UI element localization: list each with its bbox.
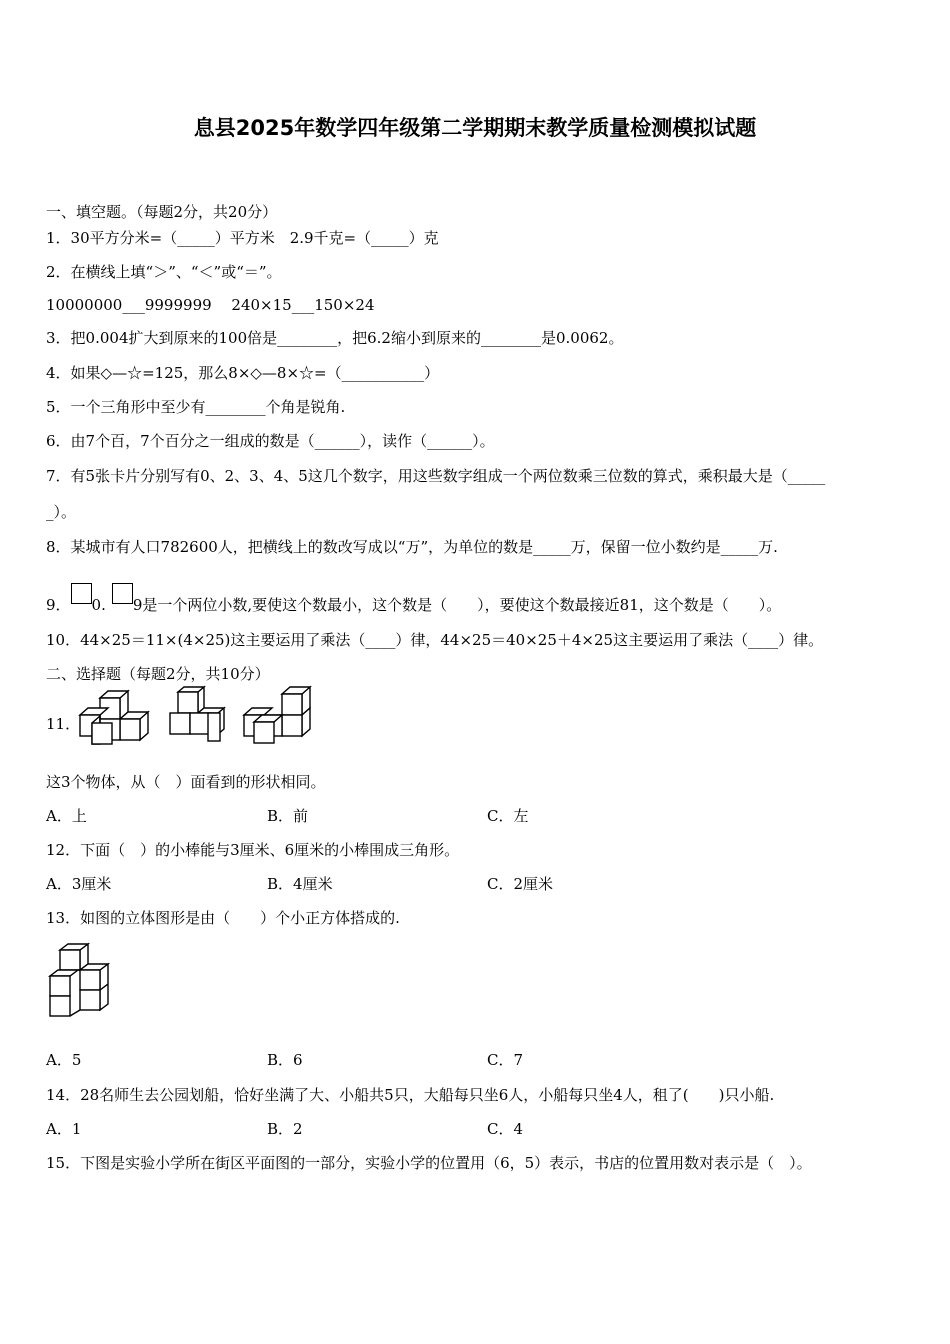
q13-option-a[interactable]: A．5 (46, 1051, 82, 1069)
q12-option-a[interactable]: A．3厘米 (46, 875, 112, 893)
cube-figure-a (78, 688, 150, 746)
question-7: 7．有5张卡片分别写有0、2、3、4、5这几个数字，用这些数字组成一个两位数乘三位数的算式，乘积最大是（_____ (46, 467, 826, 485)
question-9-number: 9． (46, 596, 71, 614)
question-13: 13．如图的立体图形是由（ ）个小正方体搭成的. (46, 909, 400, 927)
question-12: 12．下面（ ）的小棒能与3厘米、6厘米的小棒围成三角形。 (46, 841, 460, 859)
q12-option-b[interactable]: B．4厘米 (267, 875, 333, 893)
section2-heading: 二、选择题（每题2分，共10分） (46, 665, 270, 683)
q11-option-c[interactable]: C．左 (487, 807, 529, 825)
question-10: 10．44×25＝11×(4×25)这主要运用了乘法（____）律，44×25＝40×25＋4×25这主要运用了乘法（____）律。 (46, 631, 824, 649)
digit-box-2 (112, 583, 133, 604)
q14-option-a[interactable]: A．1 (46, 1120, 82, 1138)
question-7-continued: _）。 (46, 503, 77, 521)
question-2-items: 10000000___9999999 240×15___150×24 (46, 296, 375, 314)
q12-option-c[interactable]: C．2厘米 (487, 875, 554, 893)
section1-heading: 一、填空题。（每题2分，共20分） (46, 203, 278, 221)
question-9-text: 9是一个两位小数,要使这个数最小，这个数是（ ），要使这个数最接近81，这个数是（ ）。 (132, 596, 782, 614)
q13-option-b[interactable]: B．6 (267, 1051, 303, 1069)
question-4: 4．如果◇—☆=125，那么8×◇—8×☆=（___________） (46, 364, 440, 382)
question-15: 15．下图是实验小学所在街区平面图的一部分，实验小学的位置用（6，5）表示，书店的位置用数对表示是（ ）。 (46, 1154, 812, 1172)
question-8: 8．某城市有人口782600人，把横线上的数改写成以“万”，为单位的数是_____万，保留一位小数约是_____万. (46, 538, 778, 556)
question-11-text: 这3个物体，从（ ）面看到的形状相同。 (46, 773, 326, 791)
page-title: 息县2025年数学四年级第二学期期末教学质量检测模拟试题 (193, 116, 757, 140)
cube-figure-c (242, 686, 314, 746)
q11-option-a[interactable]: A．上 (46, 807, 87, 825)
digit-box-1 (71, 583, 92, 604)
q14-option-c[interactable]: C．4 (487, 1120, 524, 1138)
cube-stack-figure (46, 942, 116, 1024)
question-3: 3．把0.004扩大到原来的100倍是________，把6.2缩小到原来的________是0.0062。 (46, 329, 624, 347)
question-9 (46, 583, 781, 615)
q14-option-b[interactable]: B．2 (267, 1120, 303, 1138)
question-14: 14．28名师生去公园划船，恰好坐满了大、小船共5只，大船每只坐6人，小船每只坐4人，租了( )只小船. (46, 1086, 775, 1104)
question-6: 6．由7个百，7个百分之一组成的数是（______），读作（______）。 (46, 432, 495, 450)
question-5: 5．一个三角形中至少有________个角是锐角. (46, 398, 346, 416)
question-1: 1．30平方分米=（_____）平方米 2.9千克=（_____）克 (46, 229, 439, 247)
cube-figure-b (168, 686, 230, 744)
question-9-decimal: 0. (91, 596, 106, 614)
q13-option-c[interactable]: C．7 (487, 1051, 524, 1069)
q11-option-b[interactable]: B．前 (267, 807, 309, 825)
question-2: 2．在横线上填“＞”、“＜”或“＝”。 (46, 263, 282, 281)
question-11-number: 11． (46, 715, 81, 733)
